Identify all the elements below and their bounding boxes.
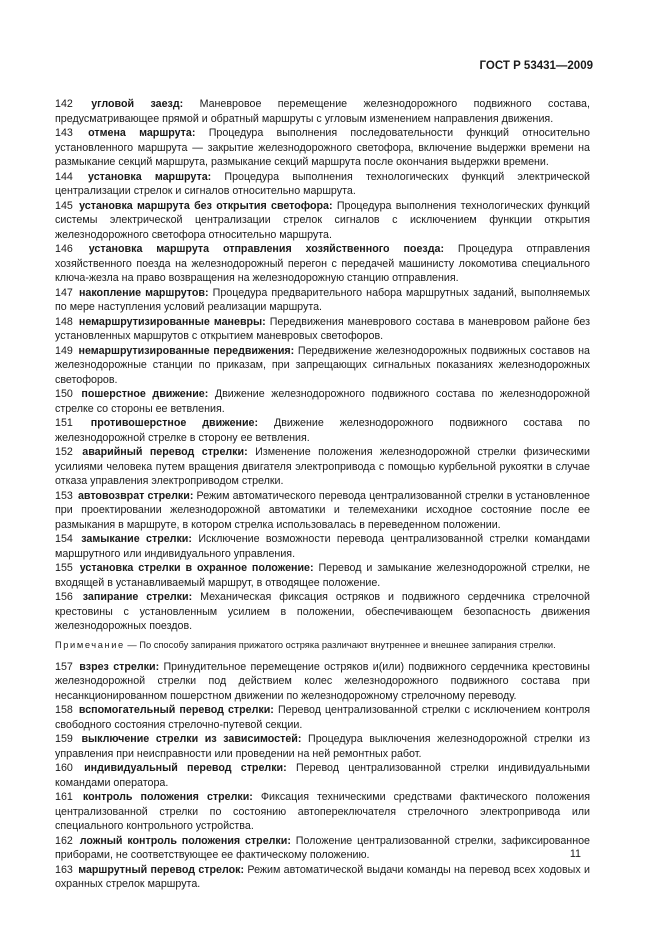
entry-term: индивидуальный перевод стрелки: [84, 762, 287, 774]
term-entry-148 [55, 315, 590, 344]
entry-definition: Перевод централизованной стрелки с исключением контроля свободного состояния стрелочно-путевой секции. [55, 704, 590, 731]
note-text: — По способу запирания прижатого остряка различают внутреннее и внешнее запирания стрелки. [127, 639, 556, 650]
entry-definition: Процедура предварительного набора маршрутных заданий, выполняемых по мере наступления условий реализации маршрута. [55, 286, 590, 313]
entry-definition: Процедура выполнения последовательности функций относительно установленного маршрута — закрытие железнодорожного светофора, включение выдержки времени на размыкание секций маршрута, размыкание секций маршрута после окончания выдержки времени. [55, 127, 590, 168]
term-entry-151 [55, 416, 590, 445]
term-entry-149 [55, 344, 590, 388]
entry-term: угловой заезд: [91, 98, 184, 110]
term-entry-145 [55, 199, 590, 243]
entry-term: ложный контроль положения стрелки: [79, 834, 291, 847]
entry-number: 153 [55, 489, 73, 502]
term-entry-152 [55, 445, 590, 489]
entry-definition: Перевод и замыкание железнодорожной стрелки, не входящей в устанавливаемый маршрут, в отводящее положение. [55, 562, 590, 589]
entry-definition: Перевод централизованной стрелки индивидуальными командами оператора. [55, 762, 590, 789]
entry-number: 158 [55, 704, 73, 716]
entry-term: накопление маршрутов: [78, 286, 209, 299]
entry-definition: Режим автоматической выдачи команды на перевод всех ходовых и охранных стрелок маршрута. [55, 863, 590, 890]
term-entry-143 [55, 126, 590, 170]
page-number: 11 [569, 848, 581, 860]
entry-term: немаршрутизированные маневры: [78, 315, 266, 328]
page-body [55, 97, 590, 892]
entry-number: 147 [55, 286, 73, 299]
entry-term: контроль положения стрелки: [82, 791, 253, 803]
entry-term: запирание стрелки: [82, 591, 193, 603]
term-entry-158 [55, 703, 590, 732]
entry-definition: Движение железнодорожного подвижного состава по железнодорожной стрелке со стороны ее ветвления. [55, 388, 590, 415]
entry-definition: Принудительное перемещение остряков и(или) подвижного сердечника крестовины железнодорожной стрелки под действием колес железнодорожного подвижного состава при несанкционированном пошерстном движении по железнодорожному стрелочному переводу. [55, 660, 590, 702]
entry-number: 151 [55, 417, 73, 429]
entry-term: замыкание стрелки: [81, 533, 192, 545]
terms-list-top [55, 97, 590, 634]
entry-definition: Фиксация техническими средствами фактического положения централизованной стрелки по состоянию автопереключателя стрелочного электропривода или специального контрольного устройства. [55, 791, 590, 832]
entry-term: отмена маршрута: [88, 127, 196, 139]
entry-definition: Передвижение железнодорожных подвижных составов на железнодорожные станции по приказам, при запрещающих сигнальных показаниях железнодорожных светофоров. [55, 344, 590, 386]
entry-term: автовозврат стрелки: [77, 489, 194, 502]
term-entry-159 [55, 732, 590, 761]
entry-term: вспомогательный перевод стрелки: [78, 704, 274, 716]
entry-number: 154 [55, 533, 73, 545]
entry-number: 156 [55, 591, 73, 603]
entry-term: установка маршрута без открытия светофора: [79, 199, 333, 212]
entry-number: 161 [55, 791, 73, 803]
entry-definition: Процедура выключения железнодорожной стрелки из управления при неисправности или проведении на ней ремонтных работ. [55, 733, 590, 760]
entry-term: установка маршрута отправления хозяйственного поезда: [88, 243, 444, 255]
entry-number: 142 [55, 98, 73, 110]
term-entry-154 [55, 532, 590, 561]
entry-term: пошерстное движение: [81, 388, 209, 400]
entry-number: 145 [55, 199, 73, 212]
entry-term: немаршрутизированные передвижения: [78, 344, 295, 357]
entry-definition: Исключение возможности перевода централизованной стрелки командами маршрутного или индивидуального управления. [55, 533, 590, 560]
entry-number: 159 [55, 733, 73, 745]
entry-term: аварийный перевод стрелки: [82, 446, 248, 458]
entry-definition: Изменение положения железнодорожной стрелки физическими усилиями человека путем вращения двигателя электропривода с помощью курбельной рукоятки в случае отказа управления электроприводом стрелки. [55, 446, 590, 487]
term-entry-162 [55, 834, 590, 863]
note-label: Примечание [55, 639, 125, 650]
term-entry-161 [55, 790, 590, 834]
entry-number: 150 [55, 388, 73, 400]
entry-definition: Маневровое перемещение железнодорожного подвижного состава, предусматривающее прямой и обратный маршруты с угловым изменением направления движения. [55, 98, 590, 125]
entry-definition: Механическая фиксация остряков и подвижного сердечника стрелочной крестовины с установленным усилием в положении, обеспечивающем безопасность движения железнодорожных поездов. [55, 591, 590, 632]
term-entry-147 [55, 286, 590, 315]
entry-number: 163 [55, 863, 73, 876]
entry-definition: Положение централизованной стрелки, зафиксированное приборами, не соответствующее ее фактическому положению. [55, 834, 590, 861]
entry-number: 160 [55, 762, 73, 774]
entry-number: 157 [55, 660, 73, 673]
term-entry-157 [55, 660, 590, 704]
entry-number: 162 [55, 834, 73, 847]
entry-number: 155 [55, 562, 73, 574]
entry-term: установка маршрута: [88, 170, 212, 183]
entry-term: установка стрелки в охранное положение: [79, 562, 314, 574]
entry-definition: Передвижения маневрового состава в маневровом районе без установленных маршрутов с открытием маневровых светофоров. [55, 315, 590, 342]
entry-definition: Движение железнодорожного подвижного состава по железнодорожной стрелке в сторону ее ветвления. [55, 417, 590, 444]
term-entry-150 [55, 387, 590, 416]
term-entry-156 [55, 590, 590, 634]
entry-definition: Процедура выполнения технологических функций электрической централизации стрелок и сигналов относительно маршрута. [55, 170, 590, 197]
term-entry-160 [55, 761, 590, 790]
terms-list-bottom [55, 660, 590, 892]
term-entry-163 [55, 863, 590, 892]
entry-number: 148 [55, 315, 73, 328]
entry-number: 144 [55, 170, 73, 183]
entry-term: взрез стрелки: [79, 660, 160, 673]
term-entry-144 [55, 170, 590, 199]
term-entry-153 [55, 489, 590, 533]
entry-number: 143 [55, 127, 73, 139]
entry-term: выключение стрелки из зависимостей: [81, 733, 302, 745]
entry-definition: Режим автоматического перевода централизованной стрелки в установленное при проектировании железнодорожной автоматики и телемеханики исходное состояние после ее размыкания в маршруте, в котором стрелка использовалась в переведенном положении. [55, 489, 590, 531]
entry-number: 152 [55, 446, 73, 458]
term-entry-146 [55, 242, 590, 286]
entry-number: 146 [55, 243, 73, 255]
entry-number: 149 [55, 344, 73, 357]
term-entry-142 [55, 97, 590, 126]
term-entry-155 [55, 561, 590, 590]
document-id: ГОСТ Р 53431—2009 [479, 60, 593, 72]
entry-definition: Процедура выполнения технологических функций системы электрической централизации стрелок сигналов с исключением функции открытия железнодорожного светофора относительно маршрута. [55, 199, 590, 241]
entry-term: маршрутный перевод стрелок: [78, 863, 245, 876]
entry-term: противошерстное движение: [90, 417, 259, 429]
entry-definition: Процедура отправления хозяйственного поезда на железнодорожный перегон с передачей машинисту локомотива специального ключа-жезла на право возвращения на железнодорожную станцию отправления. [55, 243, 590, 284]
note [55, 639, 590, 652]
